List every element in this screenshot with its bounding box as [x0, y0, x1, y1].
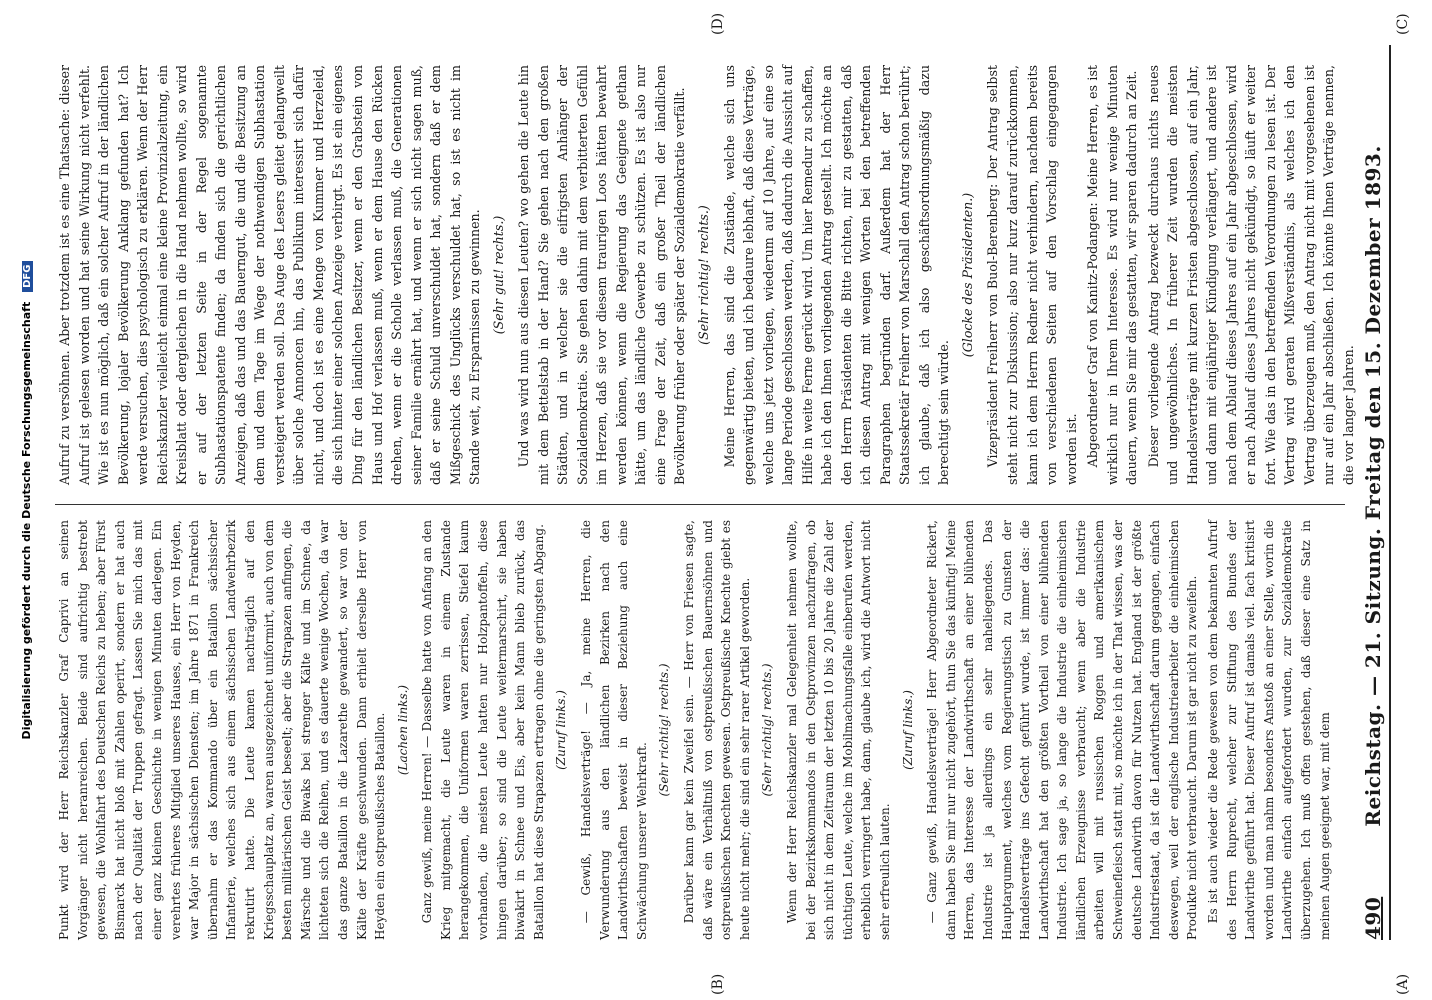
paragraph: Meine Herren, das sind die Zustände, welche sich uns gegenwärtig bieten, und ich bedaure lebhaft, daß diese Verträge, welche uns jetzt vorliegen, wiederum auf 10 Jahre, auf eine so lange Periode geschlossen werden, daß dadurch die Aussicht auf Hilfe in weite Ferne gerückt wird. Um hier Remedur zu schaffen, habe ich den Ihnen vorliegenden Antrag gestellt. Ich möchte an den Herrn Präsidenten die Bitte richten, mir zu gestatten, daß ich diesen Antrag mit wenigen Worten bei den betreffenden Paragraphen begründen darf. Außerdem hat der Herr Staatssekretär Freiherr von Marschall den Antrag schon berührt; ich glaube, daß ich also geschäftsordnungsmäßig dazu berechtigt sein würde.	[721, 64, 952, 485]
interjection: (Zuruf links.)	[554, 690, 569, 770]
column-divider	[55, 504, 1345, 505]
interjection: (Lachen links.)	[395, 684, 410, 776]
margin-mark-d: (D)	[710, 12, 726, 35]
page-number: 490	[1361, 896, 1385, 940]
dfg-logo: DFG	[22, 261, 33, 292]
paragraph: Dieser vorliegende Antrag bezweckt durchaus nichts neues und ungewöhnliches. In früherer Zeit wurden die meisten Handelsverträge mit kurzen Fristen abgeschlossen, auf ein Jahr, und dann mit einjähriger Kündigung verlängert, und andere ist nach dem Ablauf dieses Jahres auf ein Jahr abgeschlossen, wird er nach Ablauf dieses Jahres nicht gekündigt, so läuft er weiter fort. Wie das in den betreffenden Verordnungen zu lesen ist. Der Vertrag wird geraten Mißverständnis, als welches ich den Vertrag überzeugen muß, den Antrag nicht mit vorgesehenen ist nur auf ein Jahr abschließen. Ich könnte Ihnen Verträge nennen, die vor langer Jahren.	[1145, 65, 1356, 485]
paragraph: — Gewiß, Handelsverträge! — Ja, meine Herren, die Verwunderung aus den ländlichen Bezirken nach den Landwirthschaften beweist in dieser Beziehung auch eine Schwächung unserer Wehrkraft.	[579, 520, 649, 940]
interjection: (Zuruf links.)	[900, 690, 915, 770]
digitization-credit	[20, 0, 40, 1000]
paragraph: Vizepräsident Freiherr von Buol-Berenberg: Der Antrag selbst steht nicht zur Diskussion; also nur kurz darauf zurückkommen, kann ich dem Herrn Redner nicht verhindern, nachdem bereits von verschiedenen Seiten auf den Vorschlag eingegangen worden ist.	[985, 65, 1079, 485]
margin-mark-a: (A)	[1395, 973, 1411, 995]
interjection: (Sehr richtig! rechts.)	[696, 205, 711, 345]
interjection: (Glocke des Präsidenten.)	[959, 192, 975, 358]
paragraph: Und was wird nun aus diesen Leuten? wo gehen die Leute hin mit dem Bettelstab in der Hand? Sie gehen nach den großen Städten, und in welcher sie die eifrigsten Anhänger der Sozialdemokratie. Sie gehen dahin mit dem verbitterten Gefühl im Herzen, daß sie vor diesem traurigen Loos hätten bewahrt werden können, wenn die Regierung das Geeignete gethan hätte, um das ländliche Gewerbe zu schützen. Es ist also nur eine Frage der Zeit, daß ein großer Theil der ländlichen Bevölkerung früher oder später der Sozialdemokratie verfällt.	[516, 65, 688, 485]
paragraph: — Ganz gewiß, Handelsverträge! Herr Abgeordneter Rickert, dann haben Sie mir nur nicht zugehört, thun Sie das künftig! Meine Herren, das Interesse der Landwirthschaft an einer blühenden Industrie ist ja allerdings ein sehr naheliegendes. Das Hauptargument, welches vom Regierungstisch zu Gunsten der Handelsverträge ins Gefecht geführt wurde, ist immer das: die Landwirthschaft hat den größten Vortheil von einer blühenden Industrie. Ich sage ja, so lange die Industrie die einheimischen ländlichen Erzeugnisse verbraucht; wenn aber die Industrie arbeiten will mit russischen Roggen und amerikanischem Schweinefleisch statt mit, so möchte ich in der That wissen, was der deutsche Landwirth davon für Nutzen hat. England ist der größte Industriestaat, da ist die Landwirthschaft darum gegangen, einfach deswegen, weil der englische Industriearbeiter die einheimischen Produkte nicht verbraucht. Darum ist gar nicht zu zweifeln.	[925, 520, 1200, 940]
paragraph: Es ist auch wieder die Rede gewesen von dem bekannten Aufruf des Herrn Ruprecht, welcher zur Stiftung des Bundes der Landwirthe geführt hat. Dieser Aufruf ist damals viel. fach kritisirt worden und man nahm besonders Anstoß an einer Stelle, worin die Landwirthe einfach aufgefordert wurden, zur Sozialdemokratie überzugehen. Ich muß offen gestehen, daß dieser eine Satz in meinen Augen geeignet war, mit dem	[1206, 520, 1332, 940]
paragraph: Aufruf zu versöhnen. Aber trotzdem ist es eine Thatsache: dieser Aufruf ist gelesen worden und hat seine Wirkung nicht verfehlt. Wie ist es nun möglich, daß ein solcher Aufruf in der ländlichen Bevölkerung, lojaler Bevölkerung Anklang gefunden hat? Ich werde versuchen, dies psychologisch zu erklären. Wenn der Herr Reichskanzler vielleicht einmal eine kleine Provinzialzeitung, ein Kreisblatt oder dergleichen in die Hand nehmen wollte, so wird er auf der letzten Seite in der Regel sogenannte Subhastationspatente finden; da finden sich die gerichtlichen Anzeigen, daß das und das Bauerngut, die und die Besitzung an dem und dem Tage im Wege der nothwendigen Subhastation versteigert werden soll. Das Auge des Lesers gleitet gelangweilt über solche Annoncen hin, das Publikum interessirt sich dafür nicht, und doch ist es eine Menge von Kummer und Herzeleid, die sich hinter einer solchen Anzeige verbirgt. Es ist ein eigenes Ding für den ländlichen Besitzer, wenn er den Grabstein von Haus und Hof verlassen muß, wenn er dem Hause den Rücken drehen, wenn er die Scholle verlassen muß, die Generationen seiner Familie ernährt hat, und wenn er sich nicht sagen muß, daß er seine Schuld unverschuldet hat, sondern daß er dem Mißgeschick des Unglücks verschuldet hat, so ist es nicht im Stande weit, zu Ersparnissen zu gewinnen.	[57, 65, 483, 485]
interjection: (Sehr richtig! rechts.)	[657, 663, 672, 797]
digitization-note: Digitalisierung gefördert durch die Deutsche Forschungsgemeinschaft	[20, 301, 33, 740]
interjection: (Sehr richtig! rechts.)	[760, 663, 775, 797]
paragraph: Abgeordneter Graf von Kanitz-Podangen: Meine Herren, es ist wirklich nur in Ihrem Interesse. Es wird nur wenige Minuten dauern, wenn Sie mir das gestatten, wir sparen dadurch an Zeit.	[1085, 65, 1140, 485]
paragraph: Ganz gewiß, meine Herren! — Dasselbe hatte von Anfang an den Krieg mitgemacht, die Leute waren in einem Zustande herangekommen, die Uniformen waren zerrissen, Stiefel kaum vorhanden, die meisten Leute hatten nur Holzpantoffeln, diese hingen darüber; so sind die Leute weitermarschirt, sie haben biwakirt in Schnee und Eis, aber kein Mann blieb zurück, das Bataillon hat diese Strapazen ertragen ohne die geringsten Abgang.	[420, 520, 546, 940]
margin-mark-c: (C)	[1395, 13, 1411, 35]
interjection: (Sehr gut! rechts.)	[490, 215, 506, 335]
left-column	[55, 520, 1336, 940]
paragraph: Punkt wird der Herr Reichskanzler Graf Caprivi an seinen Vorgänger nicht heranreichen. Beide sind aufrichtig bestrebt gewesen, die Wohlfahrt des Deutschen Reichs zu heben; aber Fürst Bismarck hat nicht bloß mit Zahlen operirt, sondern er hat auch nach der Qualität der Truppen gefragt. Lassen Sie mich das mit einer ganz kleinen Geschichte in wenigen Minuten darlegen. Ein verehrtes früheres Mitglied unseres Hauses, ein Herr von Heyden, war Major in sächsischen Diensten; im Jahre 1871 in Frankreich übernahm er das Kommando über ein Bataillon sächsischer Infanterie, welches sich aus einem sächsischen Landwehrbezirk rekrutirt hatte. Die Leute kamen nachträglich auf den Kriegsschauplatz an, waren ausgezeichnet uniformirt, auch von dem besten militärischen Geist beseelt; aber die Strapazen anfingen, die Märsche und die Biwaks bei strenger Kälte und im Schnee, da lichteten sich die Reihen, und es dauerte wenige Wochen, da war das ganze Bataillon in die Lazarethe gewandert, so war von der Kälte der Kräfte geschwunden. Dann erhielt derselbe Herr von Heyden ein ostpreußisches Bataillon.	[57, 520, 388, 940]
header-title: Reichstag. — 21. Sitzung. Freitag den 15. Dezember 1893.	[1361, 145, 1385, 827]
right-column	[55, 65, 1361, 485]
paragraph: Wenn der Herr Reichskanzler mal Gelegenheit nehmen wollte, bei der Bezirkskommandos in den Ostprovinzen nachzufragen, ob sich nicht in dem Zeitraum der letzten 10 bis 20 Jahre die Zahl der tüchtigen Leute, welche im Mobilmachungsfalle einberufen werden, erheblich verringert habe, dann, glaube ich, wird die Antwort nicht sehr erfreulich lauten.	[784, 520, 892, 940]
paragraph: Darüber kann gar kein Zweifel sein. — Herr von Friesen sagte, daß wäre ein Verhältniß von ostpreußischen Bauernsöhnen und ostpreußischen Knechten gewesen. Ostpreußische Knechte giebt es heute nicht mehr; die sind ein sehr rarer Artikel geworden.	[682, 520, 752, 940]
margin-mark-b: (B)	[710, 973, 726, 995]
